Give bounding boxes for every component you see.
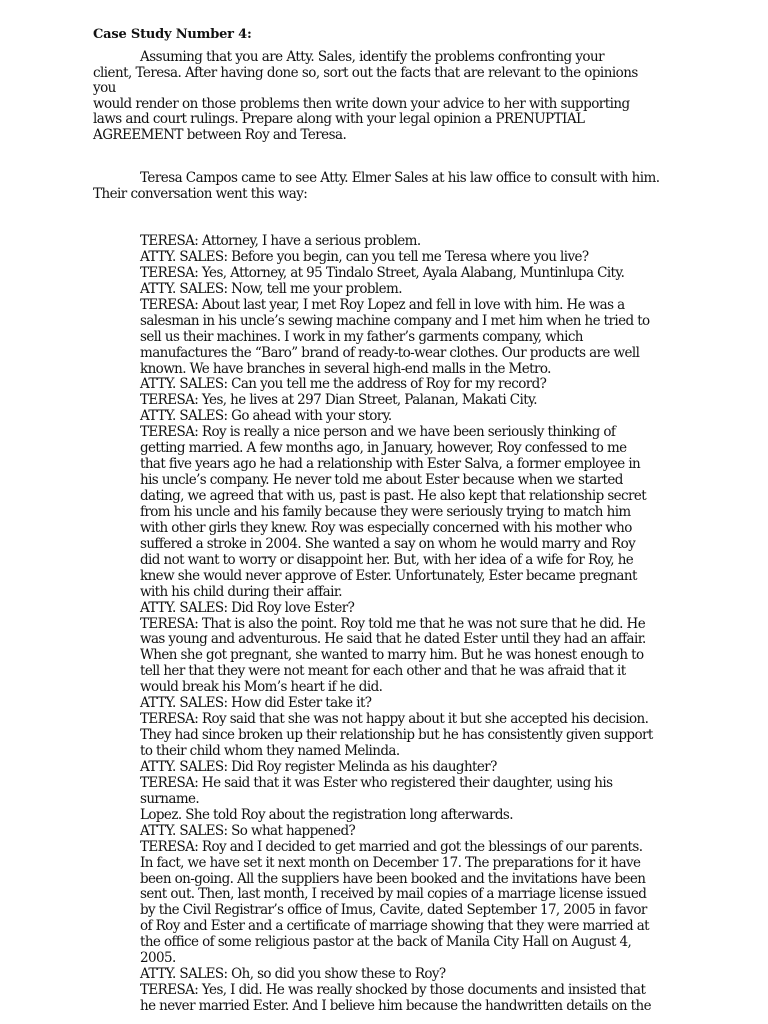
transcript-line: TERESA: That is also the point. Roy told me that he was not sure that he did. He: [140, 615, 646, 632]
paragraph-line: Teresa Campos came to see Atty. Elmer Sales at his law office to consult with him.: [140, 170, 660, 186]
transcript-line: surname.: [140, 790, 200, 807]
transcript-line: getting married. A few months ago, in January, however, Roy confessed to me: [140, 440, 627, 457]
transcript-line: dating, we agreed that with us, past is past. He also kept that relationship secret: [140, 488, 647, 504]
transcript-line: suffered a stroke in 2004. She wanted a say on whom he would marry and Roy: [140, 535, 636, 552]
paragraph-line: Assuming that you are Atty. Sales, identify the problems confronting your: [140, 49, 605, 65]
transcript-line: with other girls they knew. Roy was especially concerned with his mother who: [140, 519, 632, 536]
transcript-line: TERESA: He said that it was Ester who registered their daughter, using his: [140, 774, 613, 791]
transcript-line: the office of some religious pastor at the back of Manila City Hall on August 4,: [140, 934, 632, 951]
paragraph-line-justified: [93, 128, 674, 144]
transcript-line: from his uncle and his family because they were seriously trying to match him: [140, 503, 631, 520]
transcript-line: he never married Ester. And I believe him because the handwritten details on the: [140, 998, 651, 1014]
transcript-line: known. We have branches in several high-end malls in the Metro.: [140, 360, 551, 377]
transcript-line: ATTY. SALES: Did Roy register Melinda as his daughter?: [140, 758, 497, 775]
transcript-line: TERESA: About last year, I met Roy Lopez and fell in love with him. He was a: [140, 296, 625, 313]
instructions-paragraph: [93, 50, 674, 143]
narrative-paragraph: [93, 171, 674, 202]
transcript-line: TERESA: Roy and I decided to get married and got the blessings of our parents.: [140, 838, 643, 855]
paragraph-line: you: [93, 80, 116, 96]
transcript-line: knew she would never approve of Ester. Unfortunately, Ester became pregnant: [140, 567, 637, 584]
word: Teresa.: [300, 126, 347, 143]
transcript-line: was young and adventurous. He said that he dated Ester until they had an affair.: [140, 631, 646, 648]
transcript-line: his uncle’s company. He never told me about Ester because when we started: [140, 472, 623, 489]
transcript-line: ATTY. SALES: Did Roy love Ester?: [140, 599, 355, 616]
transcript-line: would break his Mom’s heart if he did.: [140, 679, 383, 696]
transcript-line: TERESA: Yes, I did. He was really shocked by those documents and insisted that: [140, 982, 646, 999]
transcript-line: with his child during their affair.: [140, 583, 342, 600]
paragraph-line: client, Teresa. After having done so, sort out the facts that are relevant to the opinions: [93, 64, 638, 81]
transcript-line: manufactures the “Baro” brand of ready-to-wear clothes. Our products are well: [140, 344, 640, 361]
transcript-line: TERESA: Yes, he lives at 297 Dian Street, Palanan, Makati City.: [140, 392, 537, 409]
transcript-line: ATTY. SALES: Before you begin, can you tell me Teresa where you live?: [140, 248, 589, 265]
transcript-line: TERESA: Roy is really a nice person and we have been seriously thinking of: [140, 424, 616, 441]
transcript-line: They had since broken up their relationship but he has consistently given support: [140, 727, 653, 744]
transcript-line: tell her that they were not meant for each other and that he was afraid that it: [140, 663, 626, 680]
transcript-line: sell us their machines. I work in my father’s garments company, which: [140, 328, 583, 345]
transcript-line: ATTY. SALES: Can you tell me the address of Roy for my record?: [140, 376, 547, 393]
transcript-line: of Roy and Ester and a certificate of marriage showing that they were married at: [140, 918, 650, 935]
transcript-line: In fact, we have set it next month on December 17. The preparations for it have: [140, 854, 641, 871]
word: and: [272, 126, 297, 143]
transcript-line: did not want to worry or disappoint her. But, with her idea of a wife for Roy, he: [140, 551, 634, 568]
transcript-line: that five years ago he had a relationship with Ester Salva, a former employee in: [140, 456, 641, 473]
transcript-line: 2005.: [140, 950, 176, 967]
paragraph-line: would render on those problems then write down your advice to her with supporting: [93, 95, 630, 112]
word: AGREEMENT: [93, 126, 183, 143]
transcript-line: When she got pregnant, she wanted to marry him. But he was honest enough to: [140, 647, 644, 664]
word: between: [186, 126, 242, 143]
transcript-line: by the Civil Registrar’s office of Imus, Cavite, dated September 17, 2005 in favor: [140, 902, 647, 919]
transcript-line: TERESA: Yes, Attorney, at 95 Tindalo Street, Ayala Alabang, Muntinlupa City.: [140, 264, 625, 281]
paragraph-line: Their conversation went this way:: [93, 185, 308, 202]
transcript-line: ATTY. SALES: Now, tell me your problem.: [140, 280, 402, 297]
transcript-line: ATTY. SALES: Oh, so did you show these to Roy?: [140, 966, 446, 983]
transcript-line: TERESA: Roy said that she was not happy about it but she accepted his decision.: [140, 711, 649, 728]
transcript-line: salesman in his uncle’s sewing machine company and I met him when he tried to: [140, 312, 650, 329]
case-study-title: Case Study Number 4:: [93, 27, 252, 42]
transcript-line: TERESA: Attorney, I have a serious problem.: [140, 233, 421, 249]
transcript-line: sent out. Then, last month, I received by mail copies of a marriage license issued: [140, 886, 647, 903]
transcript-line: ATTY. SALES: How did Ester take it?: [140, 695, 372, 712]
transcript-line: ATTY. SALES: So what happened?: [140, 822, 356, 839]
transcript-line: been on-going. All the suppliers have been booked and the invitations have been: [140, 870, 646, 887]
word: Roy: [244, 126, 270, 143]
conversation-transcript: [140, 234, 680, 1015]
transcript-line: ATTY. SALES: Go ahead with your story.: [140, 408, 392, 425]
transcript-line: to their child whom they named Melinda.: [140, 743, 400, 759]
paragraph-line: laws and court rulings. Prepare along with your legal opinion a PRENUPTIAL: [93, 111, 585, 127]
transcript-line: Lopez. She told Roy about the registration long afterwards.: [140, 806, 513, 823]
